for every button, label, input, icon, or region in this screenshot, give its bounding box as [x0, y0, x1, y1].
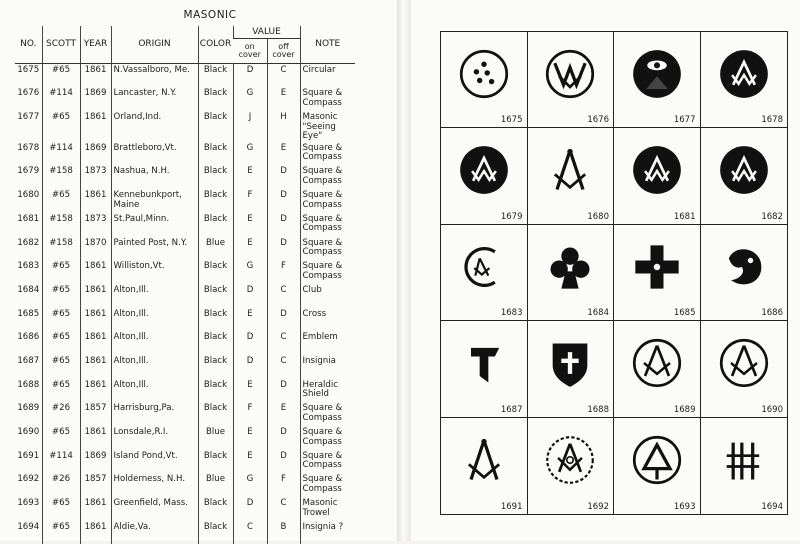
cell-origin: Aldie,Va. — [111, 521, 198, 544]
cell-origin: Alton,Ill. — [111, 355, 198, 379]
cell-off-cover: E — [267, 402, 300, 426]
cell-scott: #158 — [42, 237, 80, 261]
cell-note: Square & Compass — [300, 473, 355, 497]
table-row — [15, 402, 355, 426]
cell-off-cover: F — [267, 260, 300, 284]
postmark-number: 1681 — [674, 212, 696, 222]
cell-on-cover: E — [233, 213, 267, 237]
cell-color: Black — [198, 87, 233, 111]
cell-origin: Island Pond,Vt. — [111, 450, 198, 474]
table-row — [15, 497, 355, 521]
cell-year: 1869 — [80, 87, 111, 111]
table-row — [15, 355, 355, 379]
cell-no: 1684 — [15, 284, 42, 308]
cell-note: Circular — [300, 64, 355, 88]
table-row — [15, 165, 355, 189]
compass-square-ring-icon — [631, 337, 683, 389]
cell-year: 1861 — [80, 379, 111, 403]
cell-color: Black — [198, 521, 233, 544]
cell-on-cover: D — [233, 497, 267, 521]
col-header-note: NOTE — [300, 26, 355, 64]
cell-on-cover: E — [233, 426, 267, 450]
cell-origin: Orland,Ind. — [111, 111, 198, 142]
postmark-table — [15, 26, 355, 544]
table-row — [15, 260, 355, 284]
table-row — [15, 189, 355, 213]
cell-origin: Lancaster, N.Y. — [111, 87, 198, 111]
cell-off-cover: D — [267, 379, 300, 403]
cell-on-cover: G — [233, 473, 267, 497]
cell-off-cover: C — [267, 355, 300, 379]
cell-off-cover: D — [267, 165, 300, 189]
cell-on-cover: F — [233, 189, 267, 213]
cell-color: Blue — [198, 473, 233, 497]
postmark-cell — [701, 418, 788, 514]
table-row — [15, 379, 355, 403]
cell-origin: Greenfield, Mass. — [111, 497, 198, 521]
cell-note: Insignia — [300, 355, 355, 379]
postmark-cell — [441, 32, 528, 128]
cell-off-cover: D — [267, 426, 300, 450]
col-header-origin: ORIGIN — [111, 26, 198, 64]
cell-color: Black — [198, 379, 233, 403]
compass-square-disc-icon — [631, 144, 683, 196]
cell-no: 1691 — [15, 450, 42, 474]
cell-off-cover: D — [267, 237, 300, 261]
cell-on-cover: E — [233, 165, 267, 189]
postmark-number: 1679 — [501, 212, 523, 222]
cell-scott: #65 — [42, 260, 80, 284]
cell-year: 1857 — [80, 473, 111, 497]
postmark-number: 1692 — [587, 502, 609, 512]
cell-year: 1861 — [80, 284, 111, 308]
postmark-cell — [528, 32, 615, 128]
postmark-number: 1678 — [761, 115, 783, 125]
postmark-cell — [441, 128, 528, 224]
cell-scott: #114 — [42, 142, 80, 166]
cell-color: Black — [198, 402, 233, 426]
cell-year: 1861 — [80, 189, 111, 213]
cell-year: 1869 — [80, 450, 111, 474]
cell-scott: #65 — [42, 64, 80, 88]
col-header-off-cover: off cover — [267, 39, 300, 64]
cell-no: 1675 — [15, 64, 42, 88]
cell-scott: #65 — [42, 189, 80, 213]
table-row — [15, 237, 355, 261]
cell-color: Blue — [198, 426, 233, 450]
cell-on-cover: E — [233, 379, 267, 403]
compass-square-circle-icon — [544, 48, 596, 100]
cell-note: Square & Compass — [300, 260, 355, 284]
cell-scott: #65 — [42, 284, 80, 308]
cell-scott: #65 — [42, 331, 80, 355]
postmark-cell — [614, 128, 701, 224]
cell-off-cover: C — [267, 64, 300, 88]
cell-year: 1861 — [80, 355, 111, 379]
cell-note: Emblem — [300, 331, 355, 355]
cell-no: 1678 — [15, 142, 42, 166]
cell-origin: Alton,Ill. — [111, 308, 198, 332]
cell-note: Square & Compass — [300, 426, 355, 450]
cell-scott: #65 — [42, 379, 80, 403]
cell-year: 1873 — [80, 165, 111, 189]
cell-note: Square & Compass — [300, 402, 355, 426]
cell-note: Square & Compass — [300, 213, 355, 237]
cell-origin: Lonsdale,R.I. — [111, 426, 198, 450]
cell-off-cover: D — [267, 213, 300, 237]
col-header-scott: SCOTT — [42, 26, 80, 64]
table-row — [15, 64, 355, 88]
trowel-icon — [631, 434, 683, 486]
cell-note: Square & Compass — [300, 165, 355, 189]
cell-no: 1683 — [15, 260, 42, 284]
cell-no: 1680 — [15, 189, 42, 213]
cell-note: Masonic "Seeing Eye" — [300, 111, 355, 142]
cell-on-cover: G — [233, 87, 267, 111]
cell-no: 1681 — [15, 213, 42, 237]
postmark-cell — [441, 225, 528, 321]
cell-scott: #65 — [42, 497, 80, 521]
cell-off-cover: B — [267, 521, 300, 544]
cell-scott: #26 — [42, 473, 80, 497]
postmark-number: 1684 — [587, 308, 609, 318]
cell-off-cover: E — [267, 87, 300, 111]
postmark-number: 1685 — [674, 308, 696, 318]
table-row — [15, 308, 355, 332]
cell-on-cover: E — [233, 308, 267, 332]
postmark-number: 1686 — [761, 308, 783, 318]
cell-color: Black — [198, 64, 233, 88]
cell-color: Black — [198, 450, 233, 474]
dots-circle-icon — [458, 48, 510, 100]
postmark-cell — [528, 418, 615, 514]
cell-note: Square & Compass — [300, 189, 355, 213]
postmark-number: 1680 — [587, 212, 609, 222]
cell-note: Club — [300, 284, 355, 308]
left-page — [0, 0, 397, 541]
postmark-cell — [701, 321, 788, 417]
cell-color: Black — [198, 331, 233, 355]
cell-scott: #114 — [42, 87, 80, 111]
col-header-value: VALUE — [233, 26, 300, 39]
cell-scott: #26 — [42, 402, 80, 426]
compass-square-star-ring-icon — [544, 434, 596, 486]
table-row — [15, 213, 355, 237]
col-header-color: COLOR — [198, 26, 233, 64]
postmark-cell — [701, 128, 788, 224]
postmark-grid — [440, 31, 788, 515]
cell-off-cover: E — [267, 142, 300, 166]
postmark-number: 1675 — [501, 115, 523, 125]
col-header-on-cover: on cover — [233, 39, 267, 64]
compass-square-disc-icon — [458, 144, 510, 196]
cell-year: 1870 — [80, 237, 111, 261]
cell-color: Black — [198, 355, 233, 379]
cell-no: 1693 — [15, 497, 42, 521]
postmark-number: 1690 — [761, 405, 783, 415]
cell-note: Insignia ? — [300, 521, 355, 544]
compass-square-disc-icon — [718, 144, 770, 196]
cell-note: Square & Compass — [300, 87, 355, 111]
cell-on-cover: D — [233, 64, 267, 88]
postmark-number: 1677 — [674, 115, 696, 125]
postmark-cell — [528, 128, 615, 224]
cell-no: 1689 — [15, 402, 42, 426]
cell-on-cover: D — [233, 284, 267, 308]
cell-origin: Holderness, N.H. — [111, 473, 198, 497]
cell-note: Square & Compass — [300, 142, 355, 166]
postmark-number: 1683 — [501, 308, 523, 318]
cell-year: 1861 — [80, 64, 111, 88]
postmark-cell — [614, 225, 701, 321]
cell-origin: Brattleboro,Vt. — [111, 142, 198, 166]
emblem-icon — [718, 241, 770, 293]
cell-scott: #65 — [42, 521, 80, 544]
postmark-cell — [614, 32, 701, 128]
cell-year: 1873 — [80, 213, 111, 237]
cell-scott: #65 — [42, 308, 80, 332]
cell-off-cover: F — [267, 473, 300, 497]
cell-origin: Alton,Ill. — [111, 379, 198, 403]
cell-color: Black — [198, 111, 233, 142]
cell-no: 1686 — [15, 331, 42, 355]
insignia-bars-icon — [718, 434, 770, 486]
table-row — [15, 473, 355, 497]
cell-year: 1861 — [80, 331, 111, 355]
cell-note: Masonic Trowel — [300, 497, 355, 521]
cell-year: 1861 — [80, 260, 111, 284]
cell-on-cover: E — [233, 450, 267, 474]
cell-off-cover: C — [267, 284, 300, 308]
cell-scott: #158 — [42, 213, 80, 237]
cell-off-cover: D — [267, 450, 300, 474]
postmark-cell — [701, 225, 788, 321]
cell-no: 1682 — [15, 237, 42, 261]
insignia-icon — [458, 337, 510, 389]
club-icon — [544, 241, 596, 293]
compass-square-disc-icon — [718, 48, 770, 100]
cell-year: 1861 — [80, 111, 111, 142]
compass-square-icon — [458, 434, 510, 486]
cell-scott: #65 — [42, 355, 80, 379]
cell-origin: Painted Post, N.Y. — [111, 237, 198, 261]
postmark-number: 1688 — [587, 405, 609, 415]
table-row — [15, 284, 355, 308]
postmark-number: 1693 — [674, 502, 696, 512]
cell-year: 1861 — [80, 521, 111, 544]
cell-on-cover: J — [233, 111, 267, 142]
table-row — [15, 450, 355, 474]
cell-no: 1679 — [15, 165, 42, 189]
cross-icon — [631, 241, 683, 293]
cell-off-cover: D — [267, 308, 300, 332]
cell-year: 1857 — [80, 402, 111, 426]
seeing-eye-icon — [631, 48, 683, 100]
postmark-number: 1689 — [674, 405, 696, 415]
postmark-number: 1691 — [501, 502, 523, 512]
compass-c-icon — [458, 241, 510, 293]
table-row — [15, 87, 355, 111]
cell-origin: St.Paul,Minn. — [111, 213, 198, 237]
cell-on-cover: F — [233, 402, 267, 426]
postmark-number: 1676 — [587, 115, 609, 125]
cell-off-cover: C — [267, 331, 300, 355]
table-row — [15, 142, 355, 166]
postmark-cell — [614, 321, 701, 417]
cell-color: Black — [198, 497, 233, 521]
cell-origin: Williston,Vt. — [111, 260, 198, 284]
cell-on-cover: D — [233, 331, 267, 355]
cell-color: Black — [198, 165, 233, 189]
postmark-number: 1694 — [761, 502, 783, 512]
cell-origin: Kennebunkport, Maine — [111, 189, 198, 213]
cell-color: Black — [198, 189, 233, 213]
cell-off-cover: H — [267, 111, 300, 142]
postmark-cell — [614, 418, 701, 514]
cell-origin: Alton,Ill. — [111, 331, 198, 355]
compass-square-ring-icon — [718, 337, 770, 389]
cell-no: 1688 — [15, 379, 42, 403]
cell-note: Cross — [300, 308, 355, 332]
cell-origin: Nashua, N.H. — [111, 165, 198, 189]
postmark-cell — [701, 32, 788, 128]
cell-origin: N.Vassalboro, Me. — [111, 64, 198, 88]
compass-square-icon — [544, 144, 596, 196]
cell-on-cover: G — [233, 260, 267, 284]
heraldic-shield-icon — [544, 337, 596, 389]
cell-no: 1690 — [15, 426, 42, 450]
cell-off-cover: D — [267, 189, 300, 213]
col-header-no: NO. — [15, 26, 42, 64]
cell-origin: Alton,Ill. — [111, 284, 198, 308]
cell-no: 1687 — [15, 355, 42, 379]
cell-scott: #158 — [42, 165, 80, 189]
cell-no: 1676 — [15, 87, 42, 111]
postmark-number: 1687 — [501, 405, 523, 415]
table-row — [15, 426, 355, 450]
cell-year: 1861 — [80, 308, 111, 332]
page-heading: MASONIC — [150, 9, 270, 21]
cell-color: Black — [198, 142, 233, 166]
cell-scott: #114 — [42, 450, 80, 474]
cell-color: Black — [198, 284, 233, 308]
cell-color: Black — [198, 213, 233, 237]
cell-year: 1861 — [80, 497, 111, 521]
cell-scott: #65 — [42, 426, 80, 450]
table-body — [15, 64, 355, 544]
cell-no: 1692 — [15, 473, 42, 497]
cell-no: 1694 — [15, 521, 42, 544]
cell-note: Square & Compass — [300, 237, 355, 261]
postmark-number: 1682 — [761, 212, 783, 222]
cell-color: Blue — [198, 237, 233, 261]
cell-note: Heraldic Shield — [300, 379, 355, 403]
cell-color: Black — [198, 308, 233, 332]
book-gutter — [397, 0, 411, 541]
cell-off-cover: C — [267, 497, 300, 521]
cell-year: 1861 — [80, 426, 111, 450]
cell-on-cover: G — [233, 142, 267, 166]
col-header-year: YEAR — [80, 26, 111, 64]
table-row — [15, 331, 355, 355]
cell-note: Square & Compass — [300, 450, 355, 474]
postmark-cell — [528, 225, 615, 321]
cell-no: 1685 — [15, 308, 42, 332]
postmark-cell — [441, 418, 528, 514]
table-row — [15, 111, 355, 142]
cell-on-cover: E — [233, 237, 267, 261]
cell-origin: Harrisburg,Pa. — [111, 402, 198, 426]
postmark-cell — [441, 321, 528, 417]
cell-on-cover: D — [233, 355, 267, 379]
cell-on-cover: C — [233, 521, 267, 544]
cell-year: 1869 — [80, 142, 111, 166]
cell-scott: #65 — [42, 111, 80, 142]
cell-no: 1677 — [15, 111, 42, 142]
cell-color: Black — [198, 260, 233, 284]
postmark-cell — [528, 321, 615, 417]
